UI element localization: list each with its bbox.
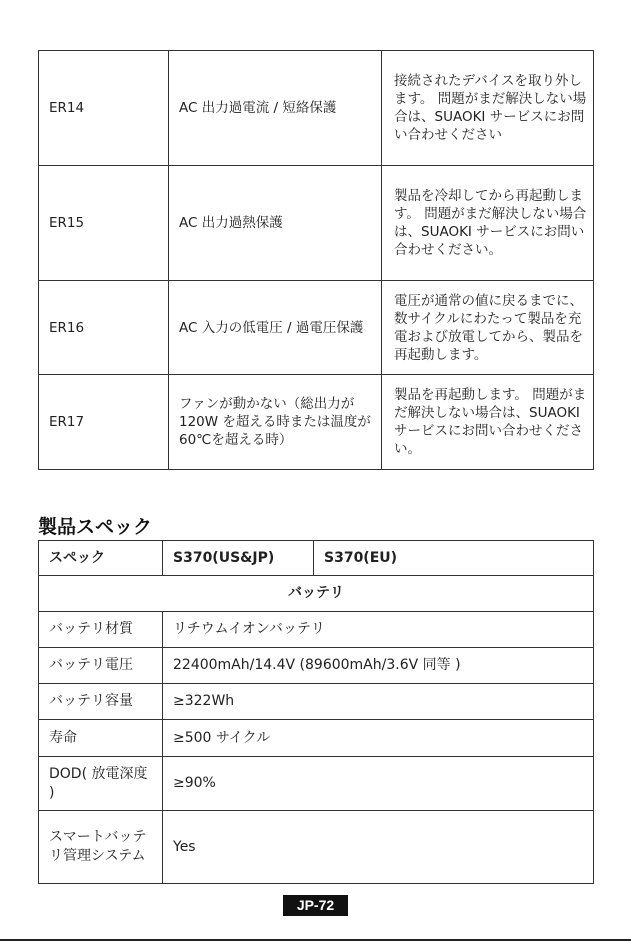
spec-label: バッテリ電圧 [39, 648, 163, 684]
error-action: 製品を再起動します。 問題がまだ解決しない場合は、SUAOKI サービスにお問い合わせください。 [382, 375, 594, 470]
spec-value: 22400mAh/14.4V (89600mAh/3.6V 同等 ) [163, 648, 594, 684]
page-number: JP-72 [283, 895, 348, 916]
section-title: 製品スペック [38, 516, 153, 538]
spec-header-label: スペック [39, 541, 163, 576]
error-code: ER14 [39, 51, 169, 166]
error-code-table [38, 50, 594, 470]
spec-value: リチウムイオンバッテリ [163, 612, 594, 648]
spec-header-eu: S370(EU) [314, 541, 594, 576]
spec-label: バッテリ材質 [39, 612, 163, 648]
table-row [39, 811, 594, 884]
error-name: AC 出力過電流 / 短絡保護 [169, 51, 382, 166]
error-code: ER15 [39, 166, 169, 281]
table-row [39, 648, 594, 684]
table-row [39, 720, 594, 757]
table-row [39, 612, 594, 648]
error-name: AC 入力の低電圧 / 過電圧保護 [169, 281, 382, 375]
page-divider [0, 939, 631, 941]
error-action: 電圧が通常の値に戻るまでに、数サイクルにわたって製品を充電および放電してから、製品を再起動します。 [382, 281, 594, 375]
spec-label: DOD( 放電深度 ) [39, 757, 163, 811]
table-row [39, 51, 594, 166]
error-action: 接続されたデバイスを取り外します。 問題がまだ解決しない場合は、SUAOKI サービスにお問い合わせください [382, 51, 594, 166]
spec-header-row [39, 541, 594, 576]
error-name: AC 出力過熱保護 [169, 166, 382, 281]
error-name: ファンが動かない（総出力が 120W を超える時または温度が 60℃を超える時） [169, 375, 382, 470]
spec-label: スマートバッテリ管理システム [39, 811, 163, 884]
error-action: 製品を冷却してから再起動します。 問題がまだ解決しない場合は、SUAOKI サービスにお問い合わせください。 [382, 166, 594, 281]
spec-table [38, 540, 594, 884]
spec-value: ≥322Wh [163, 684, 594, 720]
spec-value: Yes [163, 811, 594, 884]
spec-header-us-jp: S370(US&JP) [163, 541, 314, 576]
spec-section-row [39, 576, 594, 612]
spec-value: ≥500 サイクル [163, 720, 594, 757]
spec-section-title: バッテリ [39, 576, 594, 612]
table-row [39, 757, 594, 811]
spec-label: 寿命 [39, 720, 163, 757]
error-code: ER16 [39, 281, 169, 375]
table-row [39, 375, 594, 470]
spec-value: ≥90% [163, 757, 594, 811]
table-row [39, 281, 594, 375]
error-code: ER17 [39, 375, 169, 470]
spec-label: バッテリ容量 [39, 684, 163, 720]
table-row [39, 684, 594, 720]
table-row [39, 166, 594, 281]
